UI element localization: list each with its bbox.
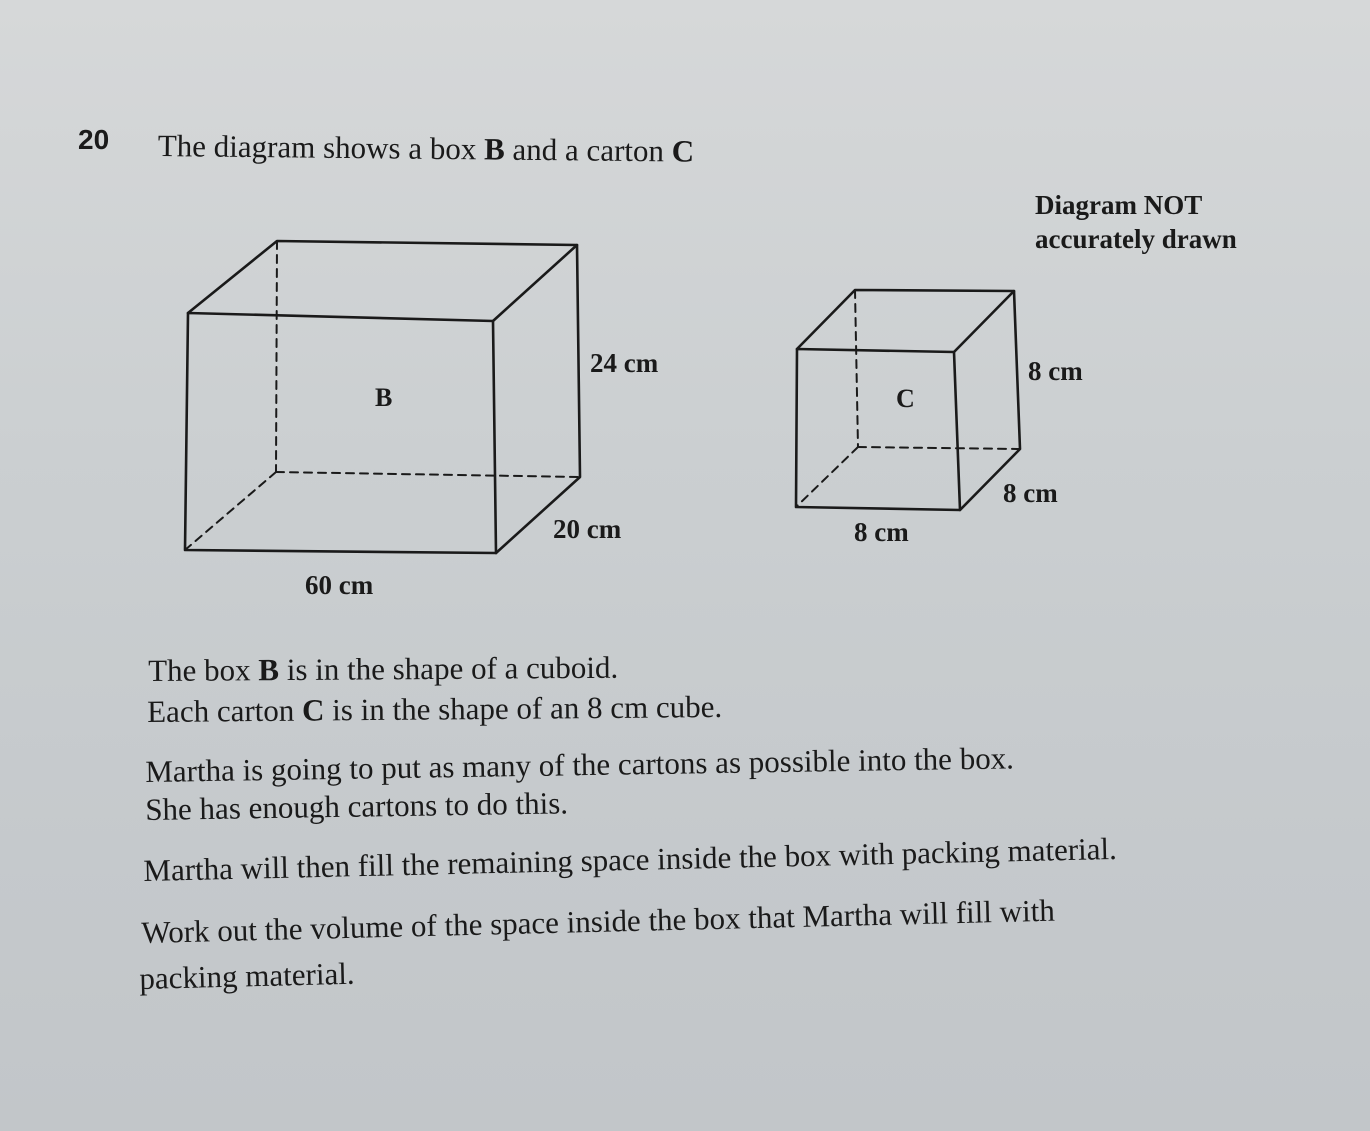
- carton-width-label: 8 cm: [854, 517, 909, 547]
- p2-suffix: is in the shape of an 8 cm cube.: [324, 688, 723, 728]
- p1-prefix: The box: [148, 652, 259, 688]
- paragraph-5: Martha will then fill the remaining space inside the box with packing material.: [143, 830, 1118, 888]
- intro-mid: and a carton: [504, 131, 672, 169]
- box-front-face: [185, 313, 496, 553]
- intro-carton-letter: C: [671, 133, 695, 169]
- box-width-label: 60 cm: [305, 570, 374, 600]
- box-top-edges: [188, 241, 577, 321]
- p1-letter: B: [258, 652, 280, 688]
- notice-line-2: accurately drawn: [1035, 224, 1237, 254]
- carton-height-label: 8 cm: [1028, 356, 1083, 386]
- paragraph-3: Martha is going to put as many of the cartons as possible into the box.: [145, 740, 1015, 789]
- box-height-label: 24 cm: [590, 348, 659, 378]
- paragraph-7: packing material.: [139, 955, 355, 996]
- carton-depth-label: 8 cm: [1003, 478, 1058, 508]
- carton-label: C: [896, 384, 915, 413]
- box-right-edges: [496, 245, 580, 553]
- intro-prefix: The diagram shows a box: [157, 128, 485, 167]
- paragraph-4: She has enough cartons to do this.: [145, 785, 569, 827]
- box-depth-label: 20 cm: [553, 514, 622, 544]
- carton-top-edges: [797, 290, 1014, 352]
- notice-line-1: Diagram NOT: [1035, 190, 1203, 220]
- carton-front-face: [796, 349, 960, 510]
- p1-suffix: is in the shape of a cuboid.: [278, 649, 619, 688]
- paragraph-2: [147, 689, 722, 730]
- paragraph-6: Work out the volume of the space inside the box that Martha will fill with: [141, 892, 1056, 950]
- intro-box-letter: B: [483, 131, 505, 167]
- question-number: 20: [78, 124, 110, 155]
- paragraph-1: [148, 650, 618, 689]
- p2-prefix: Each carton: [147, 692, 303, 729]
- p2-letter: C: [301, 692, 325, 728]
- box-label: B: [375, 383, 393, 412]
